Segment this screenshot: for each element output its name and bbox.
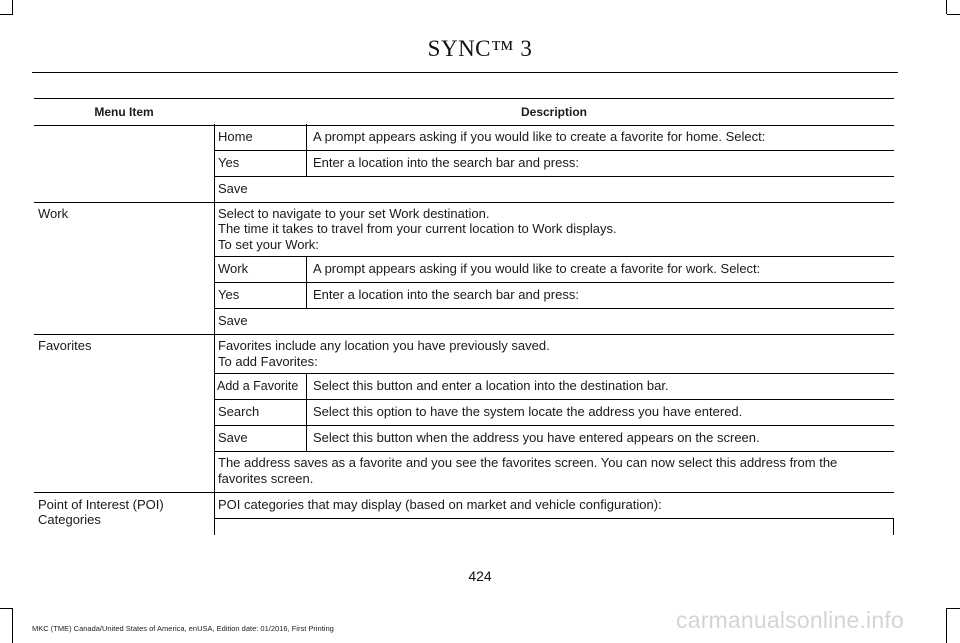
row-divider	[214, 425, 894, 426]
crop-mark	[12, 0, 13, 14]
row-divider	[214, 308, 894, 309]
favorites-item: Favorites	[38, 338, 92, 353]
table-header	[34, 98, 894, 126]
work-desc-line: Select to navigate to your set Work destination.	[218, 206, 490, 221]
work-item: Work	[38, 206, 69, 221]
crop-mark	[0, 608, 13, 609]
favorites-desc-line: To add Favorites:	[218, 354, 318, 369]
crop-mark	[12, 608, 13, 643]
column-divider	[214, 124, 215, 535]
work-text: A prompt appears asking if you would like to create a favorite for work. Select:	[313, 261, 761, 276]
yes-text: Enter a location into the search bar and press:	[313, 287, 579, 302]
row-divider	[214, 256, 894, 257]
add-favorite-label: Add a Favorite	[217, 379, 299, 393]
row-divider	[214, 518, 894, 519]
page-number: 424	[468, 568, 492, 584]
subcolumn-divider	[306, 373, 307, 451]
row-divider	[34, 202, 894, 203]
save-label: Save	[218, 313, 248, 328]
description-column-header: Description	[520, 105, 587, 119]
save-text: Select this button when the address you have entered appears on the screen.	[313, 430, 760, 445]
search-label: Search	[218, 404, 260, 419]
crop-mark	[0, 14, 13, 15]
row-divider	[214, 451, 894, 452]
home-label: Home	[218, 129, 253, 144]
crop-mark	[947, 608, 960, 609]
save-label: Save	[218, 181, 248, 196]
work-label: Work	[218, 261, 249, 276]
header-rule	[32, 72, 898, 73]
poi-item-line: Categories	[38, 512, 101, 527]
yes-label: Yes	[218, 287, 240, 302]
menu-item-column-header: Menu Item	[94, 105, 154, 119]
favorites-note: The address saves as a favorite and you see the favorites screen. You can now select this address from the favorites screen.	[218, 455, 838, 486]
save-label: Save	[218, 430, 248, 445]
row-divider	[214, 176, 894, 177]
work-desc-line: To set your Work:	[218, 237, 319, 252]
search-text: Select this option to have the system locate the address you have entered.	[313, 404, 743, 419]
row-divider	[214, 150, 894, 151]
crop-mark	[947, 14, 960, 15]
favorites-desc-line: Favorites include any location you have previously saved.	[218, 338, 550, 353]
row-divider	[34, 492, 894, 493]
home-text: A prompt appears asking if you would like to create a favorite for home. Select:	[313, 129, 766, 144]
row-divider	[214, 399, 894, 400]
row-divider	[214, 282, 894, 283]
footer-text: MKC (TME) Canada/United States of America, enUSA, Edition date: 01/2016, First Printing	[32, 624, 334, 633]
yes-text: Enter a location into the search bar and press:	[313, 155, 579, 170]
crop-mark	[946, 0, 947, 14]
row-divider	[214, 373, 894, 374]
yes-label: Yes	[218, 155, 240, 170]
poi-item-line: Point of Interest (POI)	[38, 497, 164, 512]
table-edge	[893, 518, 894, 535]
work-desc-line: The time it takes to travel from your current location to Work displays.	[218, 221, 617, 236]
page-title: SYNC™ 3	[427, 36, 533, 61]
crop-mark	[946, 608, 947, 643]
poi-desc: POI categories that may display (based on market and vehicle configuration):	[218, 497, 662, 512]
row-divider	[34, 334, 894, 335]
watermark: carmanualsonline.info	[676, 607, 904, 633]
add-favorite-text: Select this button and enter a location into the destination bar.	[313, 378, 669, 393]
